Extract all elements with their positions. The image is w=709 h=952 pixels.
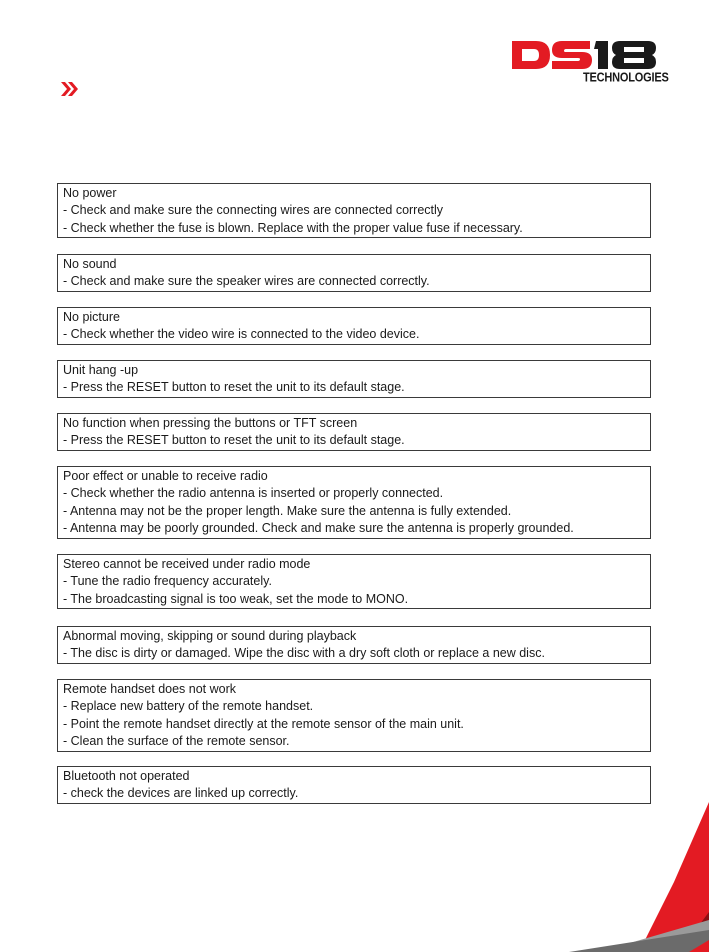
trouble-title: Remote handset does not work (63, 682, 237, 696)
trouble-title: Unit hang -up (63, 363, 139, 377)
trouble-box-remote (57, 679, 651, 752)
trouble-title: No power (63, 186, 117, 200)
trouble-item: - The disc is dirty or damaged. Wipe the disc with a dry soft cloth or replace a new disc. (63, 646, 545, 661)
trouble-title: No picture (63, 310, 120, 324)
trouble-title: Stereo cannot be received under radio mode (63, 557, 311, 571)
double-chevron-icon (60, 79, 80, 99)
trouble-item: - Antenna may be poorly grounded. Check and make sure the antenna is properly grounded. (63, 521, 574, 536)
trouble-item: - Check whether the radio antenna is inserted or properly connected. (63, 486, 444, 501)
trouble-item: - Press the RESET button to reset the unit to its default stage. (63, 433, 405, 448)
trouble-item: - Check and make sure the speaker wires are connected correctly. (63, 274, 430, 289)
trouble-item: - check the devices are linked up correctly. (63, 786, 299, 801)
trouble-box-bluetooth (57, 766, 651, 804)
trouble-item: - The broadcasting signal is too weak, set the mode to MONO. (63, 591, 409, 606)
logo-subtitle: TECHNOLOGIES (583, 71, 669, 85)
trouble-item: - Tune the radio frequency accurately. (63, 574, 272, 589)
trouble-item: - Check and make sure the connecting wires are connected correctly (63, 203, 444, 218)
trouble-box-unit-hang-up (57, 360, 651, 398)
trouble-title: Abnormal moving, skipping or sound during playback (63, 629, 357, 643)
trouble-item: - Antenna may not be the proper length. Make sure the antenna is fully extended. (63, 503, 512, 518)
trouble-box-stereo (57, 554, 651, 609)
trouble-item: - Replace new battery of the remote handset. (63, 699, 314, 714)
trouble-item: - Check whether the video wire is connected to the video device. (63, 327, 420, 342)
trouble-item: - Check whether the fuse is blown. Replace with the proper value fuse if necessary. (63, 220, 523, 235)
trouble-box-no-function (57, 413, 651, 451)
trouble-title: No function when pressing the buttons or TFT screen (63, 416, 358, 430)
trouble-box-playback (57, 626, 651, 664)
trouble-box-radio (57, 466, 651, 539)
trouble-title: No sound (63, 257, 117, 271)
trouble-box-no-picture (57, 307, 651, 345)
trouble-item: - Press the RESET button to reset the unit to its default stage. (63, 380, 405, 395)
trouble-title: Poor effect or unable to receive radio (63, 469, 268, 483)
trouble-title: Bluetooth not operated (63, 769, 190, 783)
corner-decoration (569, 802, 709, 952)
trouble-item: - Point the remote handset directly at the remote sensor of the main unit. (63, 716, 464, 731)
trouble-box-no-power (57, 183, 651, 238)
trouble-item: - Clean the surface of the remote sensor. (63, 734, 290, 749)
trouble-box-no-sound (57, 254, 651, 292)
